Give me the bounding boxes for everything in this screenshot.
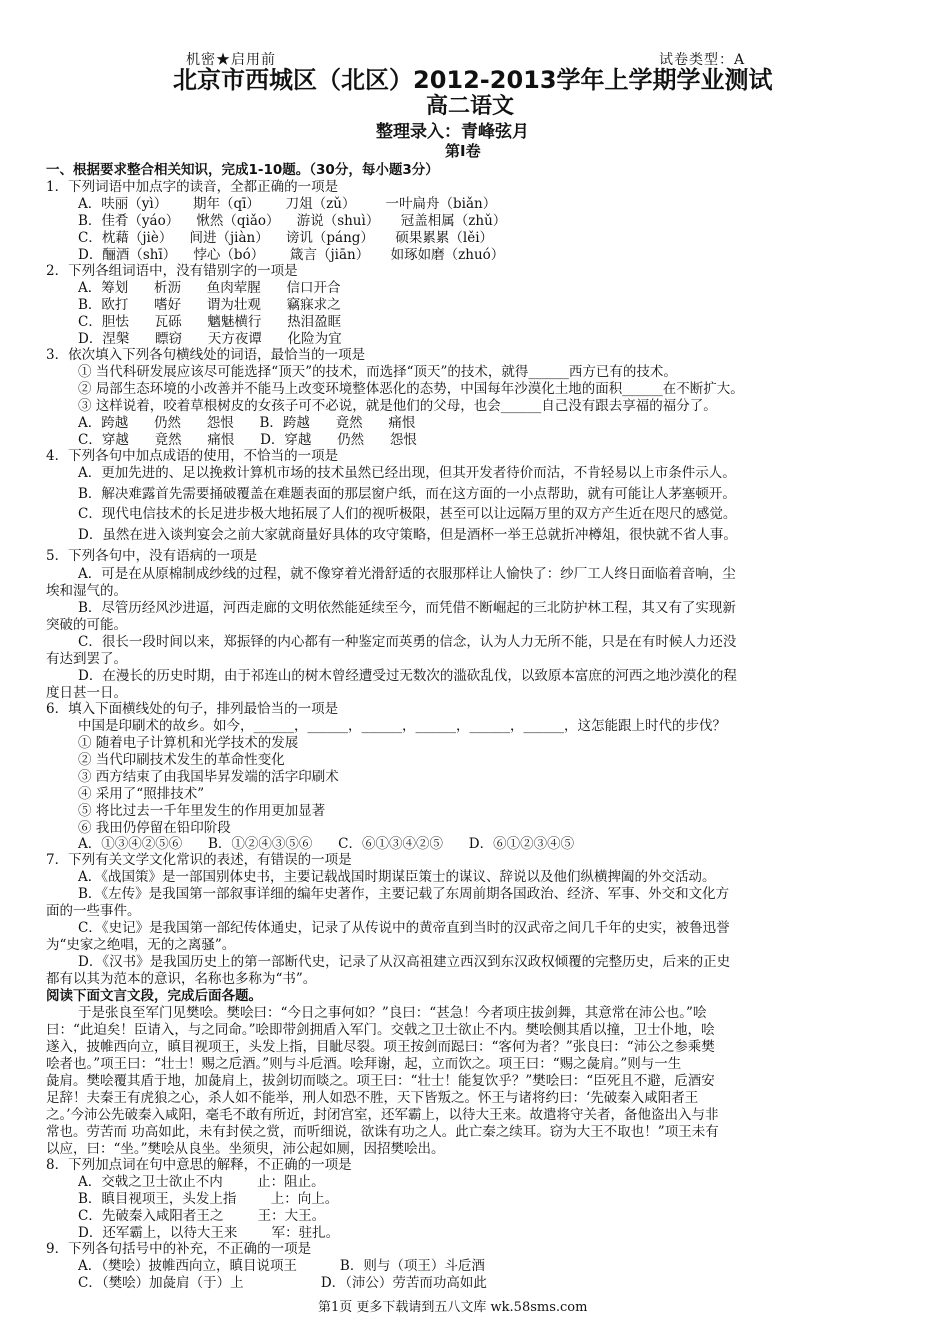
q3-option-cd: C．穿越 竟然 痛恨 D．穿越 仍然 怨恨 — [78, 432, 417, 448]
q6-item-3: ③ 西方结束了由我国毕昇发端的活字印刷术 — [78, 769, 339, 785]
q6-item-4: ④ 采用了“照排技术” — [78, 786, 205, 802]
q5-option-a: A．可是在从原棉制成纱线的过程，就不像穿着光滑舒适的衣服那样让人愉快了：纱厂工人终日面临着音响，尘 — [78, 566, 736, 582]
volume-label: 第Ⅰ卷 — [445, 142, 481, 160]
q9-stem: 9．下列各句括号中的补充，不正确的一项是 — [46, 1241, 312, 1257]
passage-line-9: 以应，曰：“坐。”樊哙从良坐。坐须臾，沛公起如厕，因招樊哙出。 — [46, 1141, 445, 1157]
q8-option-b: B．瞋目视项王，头发上指 上：向上。 — [78, 1191, 339, 1207]
q4-option-b: B．解决难露首先需要捅破覆盖在难题表面的那层窗户纸，而在这方面的一小点帮助，就有可能让人茅塞顿开。 — [78, 486, 736, 502]
q8-option-c: C．先破秦入咸阳者王之 王：大王。 — [78, 1208, 326, 1224]
exam-title: 北京市西城区（北区）2012-2013学年上学期学业测试 — [173, 66, 773, 94]
q7-option-a: A．《战国策》是一部国别体史书，主要记载战国时期谋臣策士的谋议、辞说以及他们纵横捭阖的外交活动。 — [78, 869, 716, 885]
section-heading: 一、根据要求整合相关知识，完成1-10题。（30分，每小题3分） — [46, 162, 439, 178]
passage-line-1: 于是张良至军门见樊哙。樊哙曰：“今日之事何如？”良曰：“甚急！今者项庄拔剑舞，其意常在沛公也。”哙 — [78, 1005, 707, 1021]
q7-option-c: C．《史记》是我国第一部纪传体通史，记录了从传说中的黄帝直到当时的汉武帝之间几千年的史实，被鲁迅誉 — [78, 920, 730, 936]
q5-option-b-cont: 突破的可能。 — [46, 617, 127, 633]
q5-option-b: B．尽管历经风沙进逼，河西走廊的文明依然能延续至今，而凭借不断崛起的三北防护林工程，其又有了实现新 — [78, 600, 736, 616]
q6-item-6: ⑥ 我田仍停留在铅印阶段 — [78, 820, 231, 836]
q2-option-c: C．胆怯 瓦砾 魑魅横行 热泪盈眶 — [78, 314, 342, 330]
subject-title: 高二语文 — [426, 94, 515, 119]
passage-line-2: 曰：“此迫矣！臣请入，与之同命。”哙即带剑拥盾入军门。交戟之卫士欲止不内。樊哙侧其盾以撞，卫士仆地，哙 — [46, 1022, 715, 1038]
q9-option-cd: C．（樊哙）加彘肩（于）上 D．（沛公）劳苦而功高如此 — [78, 1275, 487, 1291]
q4-option-a: A．更加先进的、足以挽救计算机市场的技术虽然已经出现，但其开发者待价而沽，不肯轻易以上市条件示人。 — [78, 465, 736, 481]
q8-stem: 8．下列加点词在句中意思的解释，不正确的一项是 — [46, 1157, 352, 1173]
q1-stem: 1．下列词语中加点字的读音，全都正确的一项是 — [46, 179, 339, 195]
q6-stem: 6．填入下面横线处的句子，排列最恰当的一项是 — [46, 701, 339, 717]
q6-sentence: 中国是印刷术的故乡。如今，______，______，______，______，______，______，这怎能跟上时代的步伐？ — [78, 718, 726, 734]
q7-option-d: D．《汉书》是我国历史上的第一部断代史，记录了从汉高祖建立西汉到东汉政权倾覆的完整历史，后来的正史 — [78, 954, 731, 970]
q9-option-ab: A．（樊哙）披帷西向立，瞋目说项王 B．则与（项王）斗卮酒 — [78, 1258, 485, 1274]
q1-option-a: A．呋丽（yì） 期年（qī） 刀俎（zǔ） 一叶扁舟（biǎn） — [78, 196, 497, 212]
q2-stem: 2．下列各组词语中，没有错别字的一项是 — [46, 263, 298, 279]
reading-heading: 阅读下面文言文段，完成后面各题。 — [46, 988, 262, 1004]
passage-line-3: 遂入，披帷西向立，瞋目视项王，头发上指，目眦尽裂。项王按剑而跽曰：“客何为者？”张良曰：“沛公之参乘樊 — [46, 1039, 715, 1055]
q6-item-2: ② 当代印刷技术发生的革命性变化 — [78, 752, 285, 768]
q4-stem: 4．下列各句中加点成语的使用，不恰当的一项是 — [46, 448, 339, 464]
q3-stem: 3．依次填入下列各句横线处的词语，最恰当的一项是 — [46, 347, 366, 363]
q1-option-b: B．佳肴（yáo） 愀然（qiǎo） 游说（shuì） 冠盖相属（zhǔ） — [78, 213, 507, 229]
q7-option-d-cont: 都有以其为范本的意识，名称也多称为“书”。 — [46, 971, 317, 987]
q5-option-d: D．在漫长的历史时期，由于祁连山的树木曾经遭受过无数次的滥砍乱伐，以致原本富庶的河西之地沙漠化的程 — [78, 668, 737, 684]
q2-option-b: B．欧打 嗜好 谓为壮观 竊寐求之 — [78, 297, 341, 313]
q2-option-d: D．涅槃 瞟窃 天方夜谭 化险为宜 — [78, 331, 342, 347]
q3-item-1: ① 当代科研发展应该尽可能选择“顶天”的技术，而选择“顶天”的技术，就得______西方已有的技术。 — [78, 364, 677, 380]
paper-type-label: 试卷类型：A — [659, 52, 746, 68]
q3-option-ab: A．跨越 仍然 怨恨 B．跨越 竟然 痛恨 — [78, 415, 416, 431]
page-footer: 第1页 更多下载请到五八文库 wk.58sms.com — [318, 1300, 588, 1315]
q7-stem: 7．下列有关文学文化常识的表述，有错误的一项是 — [46, 852, 352, 868]
q1-option-c: C．枕藉（jiè） 间进（jiàn） 谤讥（páng） 硕果累累（lěi） — [78, 230, 494, 246]
passage-line-7: 之。’今沛公先破秦入咸阳，毫毛不敢有所近，封闭宫室，还军霸上，以待大王来。故遣将守关者，备他盗出入与非 — [46, 1107, 719, 1123]
q4-option-d: D．虽然在进入谈判宴会之前大家就商量好具体的攻守策略，但是酒杯一举王总就折冲樽俎，很快就不省人事。 — [78, 527, 737, 543]
q6-options: A．①③④②⑤⑥ B．①②④③⑤⑥ C．⑥①③④②⑤ D．⑥①②③④⑤ — [78, 836, 575, 852]
q2-option-a: A．筹划 析沥 鱼肉荤腥 信口开合 — [78, 280, 341, 296]
q3-item-3: ③ 这样说着，咬着草根树皮的女孩子可不必说，就是他们的父母，也会______自己没有跟去享福的福分了。 — [78, 398, 717, 414]
q1-option-d: D．酾酒（shī） 悖心（bó） 箴言（jiān） 如琢如磨（zhuó） — [78, 247, 505, 263]
confidential-label: 机密★启用前 — [186, 52, 276, 68]
q5-option-d-cont: 度日甚一日。 — [46, 685, 127, 701]
passage-line-4: 哙者也。”项王曰：“壮士！赐之卮酒。”则与斗卮酒。哙拜谢，起，立而饮之。项王曰：“赐之彘肩。”则与一生 — [46, 1056, 682, 1072]
q8-option-a: A．交戟之卫士欲止不内 止：阻止。 — [78, 1174, 325, 1190]
passage-line-8: 常也。劳苦而 功高如此，未有封侯之赏，而听细说，欲诛有功之人。此亡秦之续耳。窃为大王不取也！”项王未有 — [46, 1124, 719, 1140]
passage-line-6: 足辞！夫秦王有虎狼之心，杀人如不能举，刑人如恐不胜，天下皆叛之。怀王与诸将约曰：‘先破秦入咸阳者王 — [46, 1090, 699, 1106]
q7-option-b: B．《左传》是我国第一部叙事详细的编年史著作，主要记载了东周前期各国政治、经济、军事、外交和文化方 — [78, 886, 730, 902]
q5-option-c-cont: 有达到罢了。 — [46, 651, 127, 667]
q5-stem: 5．下列各句中，没有语病的一项是 — [46, 548, 258, 564]
passage-line-5: 彘肩。樊哙覆其盾于地，加彘肩上，拔剑切而啖之。项王曰：“壮士！能复饮乎？”樊哙曰：“臣死且不避，卮酒安 — [46, 1073, 715, 1089]
q8-option-d: D．还军霸上，以待大王来 军：驻扎。 — [78, 1225, 340, 1241]
q7-option-c-cont: 为“史家之绝唱，无的之离骚”。 — [46, 937, 236, 953]
q7-option-b-cont: 面的一些事件。 — [46, 903, 141, 919]
q6-item-5: ⑤ 将比过去一千年里发生的作用更加显著 — [78, 803, 326, 819]
q3-item-2: ② 局部生态环境的小改善并不能马上改变环境整体恶化的态势，中国每年沙漠化土地的面积______在不断扩大。 — [78, 381, 744, 397]
q5-option-c: C．很长一段时间以来，郑振铎的内心都有一种鉴定而英勇的信念，认为人力无所不能，只是在有时候人力还没 — [78, 634, 737, 650]
q4-option-c: C．现代电信技术的长足进步极大地拓展了人们的视听极限，甚至可以让远隔万里的双方产生近在咫尺的感觉。 — [78, 506, 737, 522]
recorder-credit: 整理录入：青峰弦月 — [376, 122, 529, 142]
q5-option-a-cont: 埃和湿气的。 — [46, 583, 127, 599]
q6-item-1: ① 随着电子计算机和光学技术的发展 — [78, 735, 299, 751]
